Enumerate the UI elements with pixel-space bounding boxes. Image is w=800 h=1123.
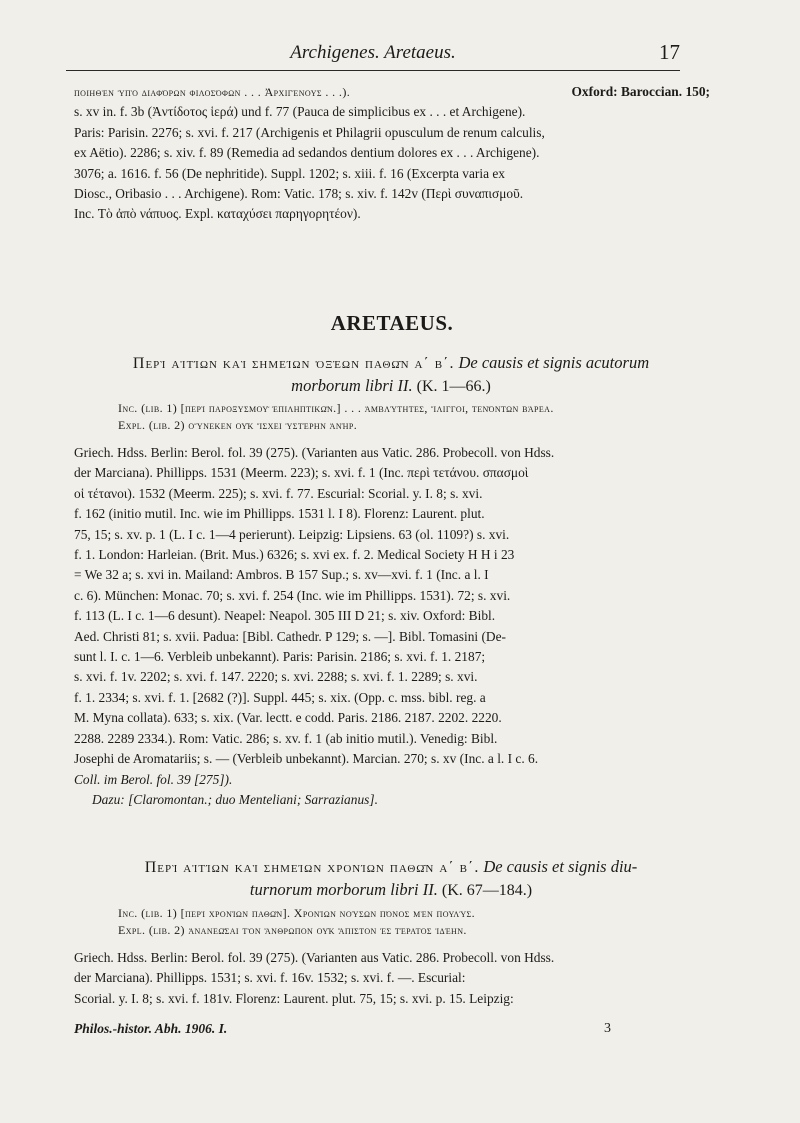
intro-paragraph (74, 82, 710, 225)
work-range: (K. 1—66.) (416, 378, 491, 395)
incipit: Inc. (lib. 1) [περὶ χρονίων παθῶν]. Χρονίων νούσων πόνος μὲν πουλύς. (118, 906, 475, 920)
intro-line: ποιηθὲν ὑπὸ διαφόρων φιλοσόφων . . . Ἀρχιγένους . . .). (74, 85, 351, 99)
intro-line: 3076; a. 1616. f. 56 (De nephritide). Suppl. 1202; s. xiii. f. 16 (Excerpta varia ex (74, 165, 506, 181)
intro-line: Inc. Τὸ ἀπὸ νάπυος. Expl. καταχύσει παρηγορητέον). (74, 206, 361, 222)
work-title-2 (66, 856, 716, 902)
work-latin-title: turnorum morborum libri II. (249, 880, 438, 899)
footer-publication: Philos.-histor. Abh. 1906. I. (74, 1021, 228, 1036)
manuscript-line: 2288. 2289 2334.). Rom: Vatic. 286; s. xv. f. 1 (ab initio mutil.). Venedig: Bibl. (74, 730, 498, 746)
manuscript-line: Coll. im Berol. fol. 39 [275]). (74, 771, 233, 787)
manuscript-line: Aed. Christi 81; s. xvii. Padua: [Bibl. Cathedr. P 129; s. —]. Bibl. Tomasini (De- (74, 628, 507, 644)
work-latin-title: De causis et signis acutorum (458, 353, 650, 372)
work-title-1 (66, 352, 716, 398)
explicit: Expl. (lib. 2) οὕνεκεν οὐκ ἴσχει ὑστέρην ἀνήρ. (118, 418, 358, 432)
manuscript-line: f. 113 (L. I c. 1—6 desunt). Neapel: Neapol. 305 III D 21; s. xiv. Oxford: Bibl. (74, 608, 496, 624)
dazu-line: Dazu: [Claromontan.; duo Menteliani; Sarrazianus]. (92, 791, 378, 807)
manuscript-line: der Marciana). Phillipps. 1531; s. xvi. f. 16v. 1532; s. xvi. f. —. Escurial: (74, 970, 466, 986)
page-number: 17 (659, 40, 680, 64)
manuscript-line: sunt l. I. c. 1—6. Verbleib unbekannt). Paris: Parisin. 2186; s. xvi. f. 1. 2187; (74, 649, 486, 665)
manuscript-line: f. 162 (initio mutil. Inc. wie im Phillipps. 1531 l. I 8). Florenz: Laurent. plut. (74, 506, 485, 522)
running-header (66, 40, 680, 71)
manuscript-line: = We 32 a; s. xvi in. Mailand: Ambros. B 157 Sup.; s. xv—xvi. f. 1 (Inc. a l. I (74, 567, 489, 583)
manuscripts-paragraph-1 (74, 443, 710, 810)
manuscript-line: Griech. Hdss. Berlin: Berol. fol. 39 (275). (Varianten aus Vatic. 286. Probecoll. von Hdss. (74, 950, 555, 965)
incipit: Inc. (lib. 1) [περὶ παροξυσμοῦ ἐπιληπτικῶν.] . . . ἀμβλύτητες, ἴλιγγοι, τενόντων βάρεα. (118, 401, 554, 415)
signature-mark: 3 (604, 1021, 611, 1036)
intro-line: ex Aëtio). 2286; s. xiv. f. 89 (Remedia ad sedandos dentium dolores ex . . . Archigene). (74, 145, 540, 161)
manuscript-line: f. 1. London: Harleian. (Brit. Mus.) 6326; s. xvi ex. f. 2. Medical Society H H i 23 (74, 547, 515, 563)
manuscript-line: Josephi de Aromatariis; s. — (Verbleib unbekannt). Marcian. 270; s. xv (Inc. a l. I c. 6. (74, 751, 539, 767)
work-greek-title: Περὶ αἰτίων καὶ σημείων ὀξέων παθῶν α΄ β΄. (132, 355, 455, 372)
manuscript-line: f. 1. 2334; s. xvi. f. 1. [2682 (?)]. Suppl. 445; s. xix. (Opp. c. mss. bibl. reg. a (74, 689, 486, 705)
work-greek-title: Περὶ αἰτίων καὶ σημείων χρονίων παθῶν α΄ β΄. (144, 859, 480, 876)
page-footer (74, 1021, 674, 1041)
intro-line: Diosc., Oribasio . . . Archigene). Rom: Vatic. 178; s. xiv. f. 142v (Περὶ συναπισμοῦ. (74, 186, 524, 202)
intro-line: s. xv in. f. 3b (Ἀντίδοτος ἱερά) und f. 77 (Pauca de simplicibus ex . . . et Archigene). (74, 104, 526, 120)
incipit-explicit-1 (118, 400, 718, 434)
manuscript-line: s. xvi. f. 1v. 2202; s. xvi. f. 147. 2220; s. xvi. 2288; s. xvi. f. 1. 2289; s. xvi. (74, 669, 478, 685)
intro-line: Paris: Parisin. 2276; s. xvi. f. 217 (Archigenis et Philagrii opusculum de renum calculis, (74, 124, 545, 140)
running-title: Archigenes. Aretaeus. (290, 42, 456, 63)
work-latin-title: De causis et signis diu- (483, 857, 638, 876)
manuscript-line: der Marciana). Phillipps. 1531 (Meerm. 223); s. xvi. f. 1 (Inc. περὶ τετάνου. σπασμοὶ (74, 465, 529, 481)
work-latin-title: morborum libri II. (291, 376, 413, 395)
section-title: ARETAEUS. (330, 311, 454, 335)
incipit-explicit-2 (118, 905, 718, 939)
manuscripts-paragraph-2 (74, 948, 710, 1009)
manuscript-line: M. Myna collata). 633; s. xix. (Var. lectt. e codd. Paris. 2186. 2187. 2202. 2220. (74, 710, 502, 726)
manuscript-line: Griech. Hdss. Berlin: Berol. fol. 39 (275). (Varianten aus Vatic. 286. Probecoll. von Hdss. (74, 445, 555, 460)
manuscript-line: c. 6). München: Monac. 70; s. xvi. f. 254 (Inc. wie im Phillipps. 1531). 72; s. xvi. (74, 587, 511, 603)
manuscript-line: 75, 15; s. xv. p. 1 (L. I c. 1—4 perierunt). Leipzig: Lipsiens. 63 (ol. 1109?) s. xvi. (74, 526, 510, 542)
explicit: Expl. (lib. 2) ἀνανεῶσαι τὸν ἄνθρωπον οὐκ ἄπιστον ἐς τέρατος ἰδέην. (118, 923, 467, 937)
work-range: (K. 67—184.) (441, 882, 533, 899)
manuscript-line: οἱ τέτανοι). 1532 (Meerm. 225); s. xvi. f. 77. Escurial: Scorial. y. I. 8; s. xvi. (74, 485, 483, 501)
manuscript-line: Scorial. y. I. 8; s. xvi. f. 181v. Florenz: Laurent. plut. 75, 15; s. xvi. p. 15. Leipzig: (74, 990, 514, 1006)
intro-oxford: Oxford: Baroccian. 150; (571, 84, 710, 99)
